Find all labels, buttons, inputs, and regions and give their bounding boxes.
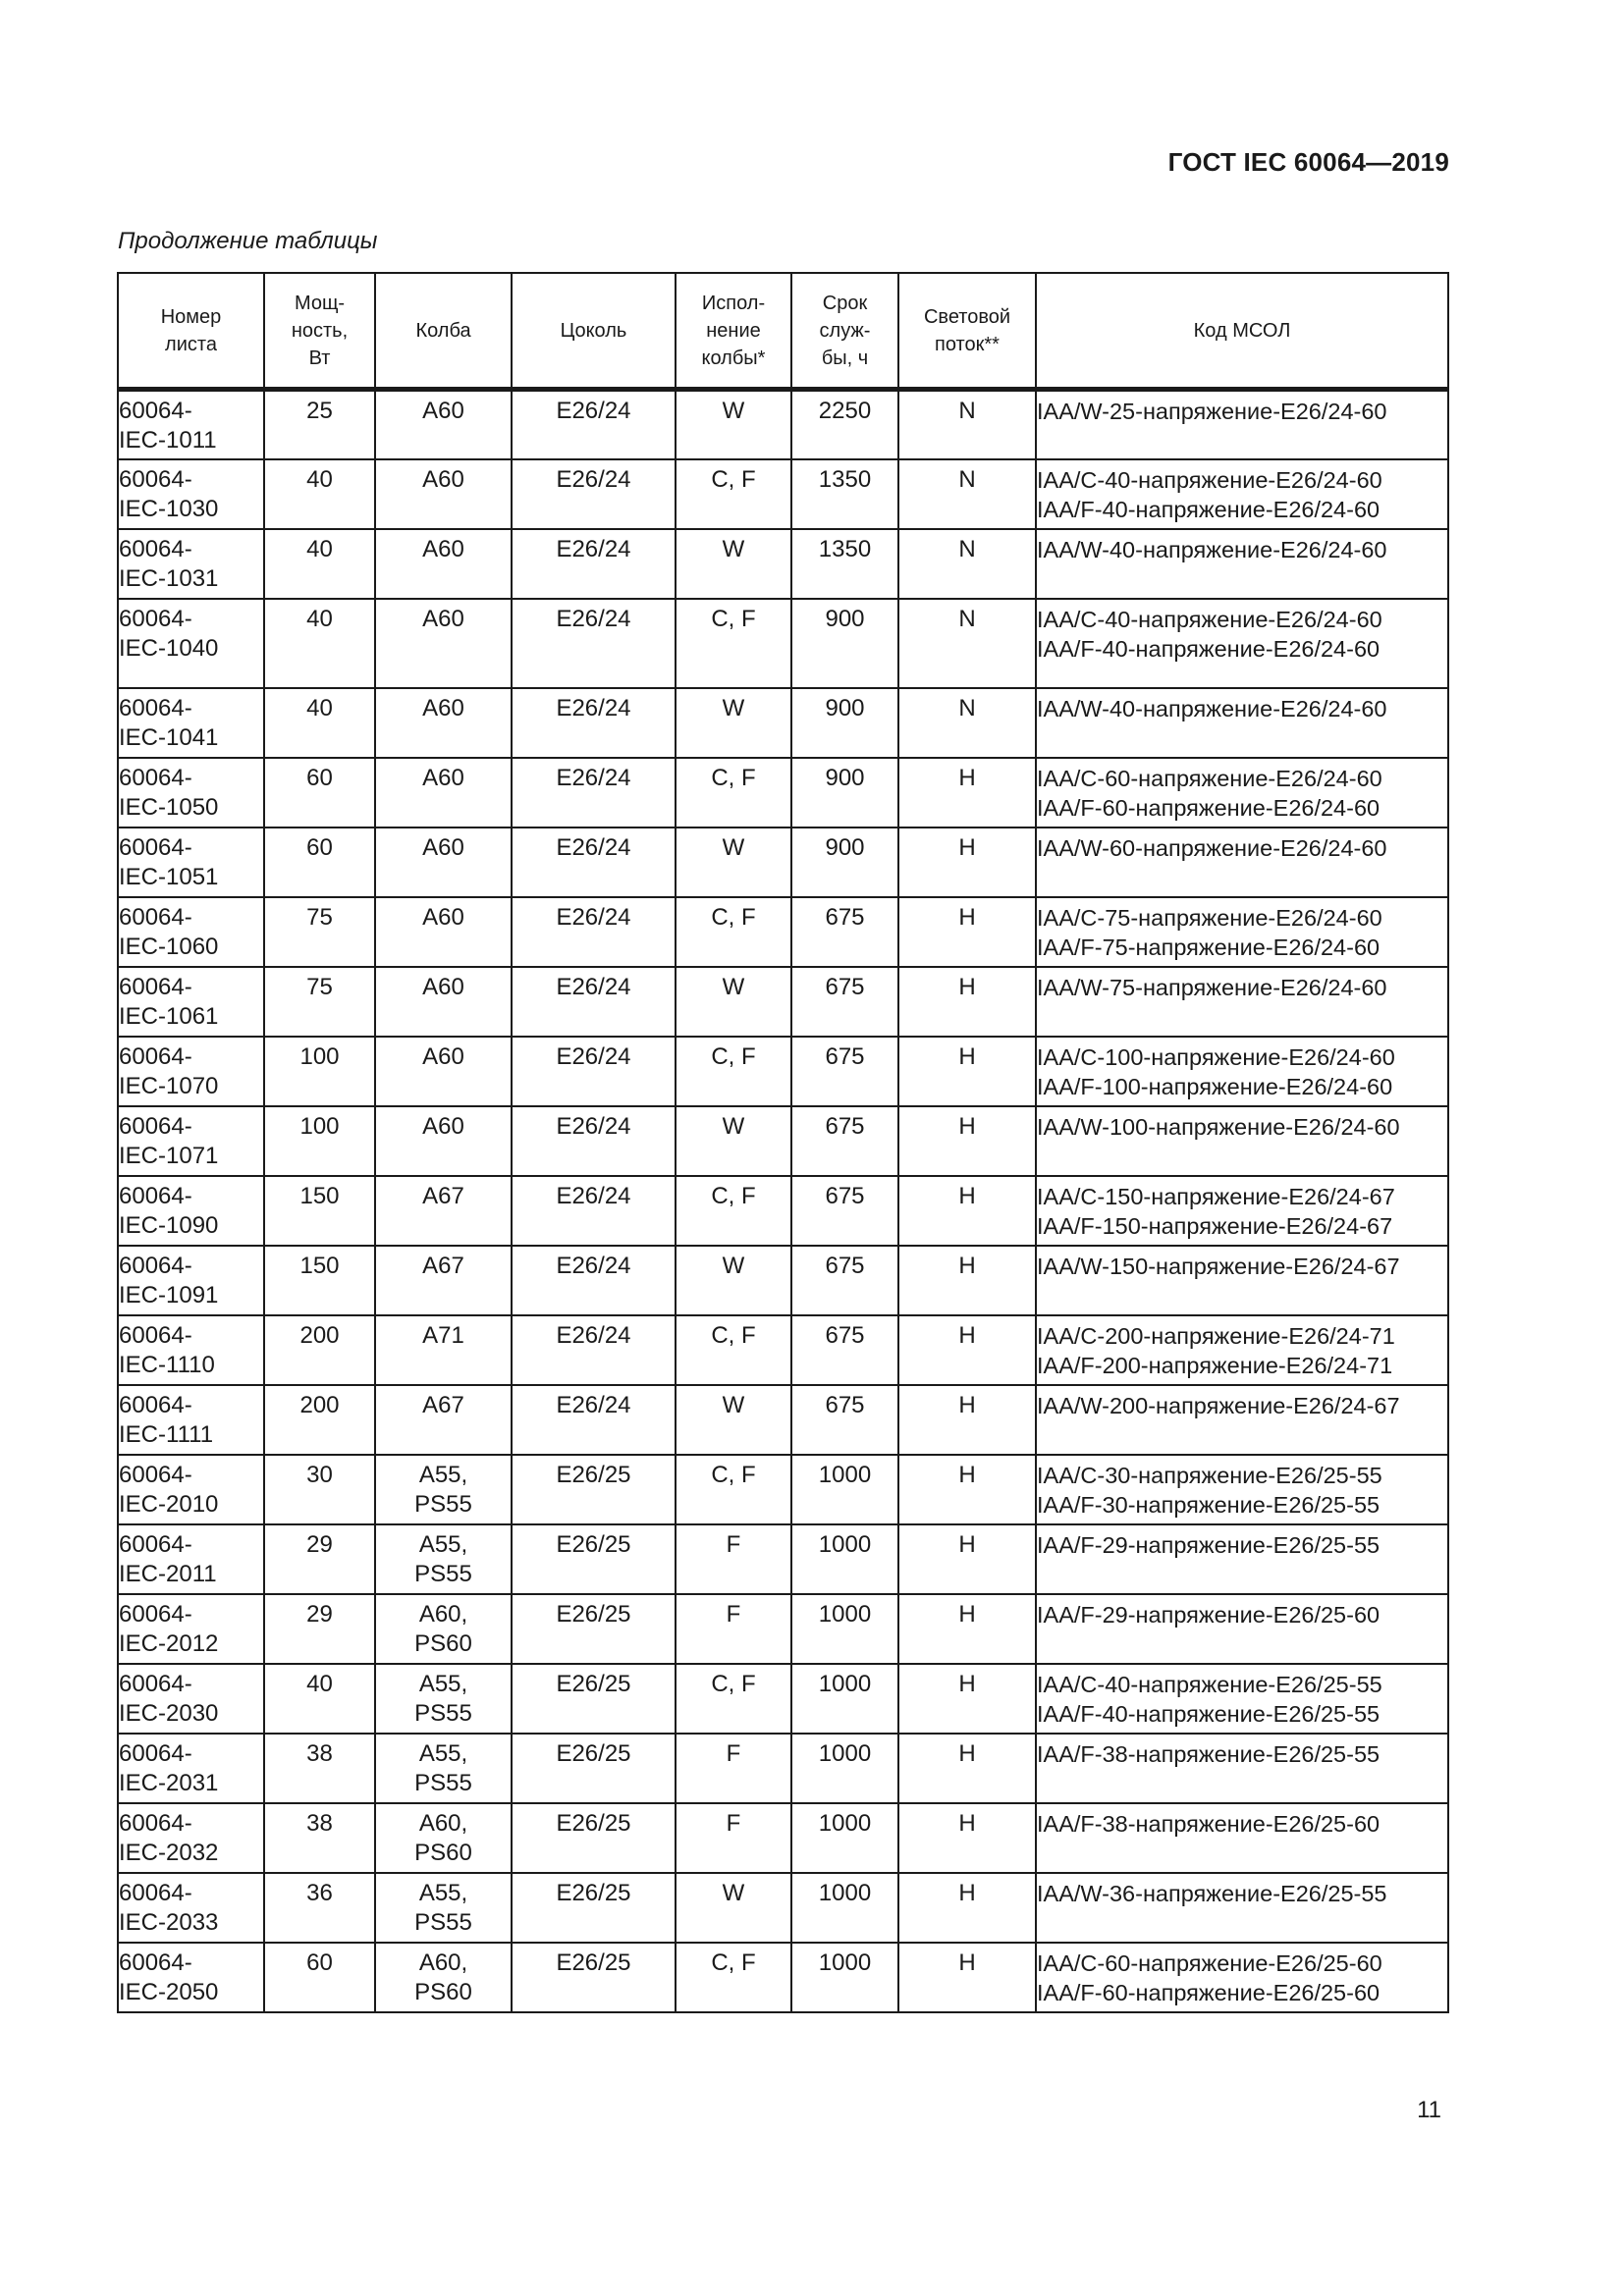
cell-ilcos-code: IAA/W-150-напряжение-E26/24-67 [1036,1246,1448,1315]
cell-luminous-flux: H [898,1315,1036,1385]
header-luminous-flux: Световой поток** [898,273,1036,390]
cell-power: 25 [264,390,375,459]
cell-rated-life: 675 [791,1176,898,1246]
cell-cap: E26/24 [512,1385,676,1455]
table-row [118,758,1448,828]
table-row [118,390,1448,459]
cell-rated-life: 2250 [791,390,898,459]
cell-sheet-number: 60064- IEC-2050 [118,1943,264,2012]
table-row [118,1455,1448,1524]
cell-ilcos-code: IAA/C-75-напряжение-E26/24-60 IAA/F-75-напряжение-E26/24-60 [1036,897,1448,967]
cell-ilcos-code: IAA/C-60-напряжение-E26/25-60 IAA/F-60-напряжение-E26/25-60 [1036,1943,1448,2012]
cell-sheet-number: 60064- IEC-1011 [118,390,264,459]
table-row [118,1315,1448,1385]
cell-bulb-finish: W [676,1873,791,1943]
cell-luminous-flux: H [898,897,1036,967]
cell-cap: E26/25 [512,1664,676,1734]
page-number: 11 [1417,2097,1441,2123]
header-bulb: Колба [375,273,512,390]
cell-rated-life: 1000 [791,1734,898,1803]
cell-ilcos-code: IAA/F-29-напряжение-E26/25-55 [1036,1524,1448,1594]
cell-power: 29 [264,1594,375,1664]
cell-sheet-number: 60064- IEC-2010 [118,1455,264,1524]
cell-bulb-finish: W [676,688,791,758]
cell-ilcos-code: IAA/C-40-напряжение-E26/25-55 IAA/F-40-напряжение-E26/25-55 [1036,1664,1448,1734]
header-bulb-finish: Испол- нение колбы* [676,273,791,390]
cell-ilcos-code: IAA/C-60-напряжение-E26/24-60 IAA/F-60-напряжение-E26/24-60 [1036,758,1448,828]
cell-luminous-flux: N [898,599,1036,688]
cell-rated-life: 1350 [791,459,898,529]
cell-power: 75 [264,967,375,1037]
cell-luminous-flux: H [898,1664,1036,1734]
cell-rated-life: 675 [791,897,898,967]
table-row [118,1385,1448,1455]
cell-luminous-flux: N [898,390,1036,459]
cell-rated-life: 675 [791,1106,898,1176]
cell-sheet-number: 60064- IEC-1061 [118,967,264,1037]
cell-sheet-number: 60064- IEC-2012 [118,1594,264,1664]
cell-bulb-finish: C, F [676,599,791,688]
cell-bulb-finish: W [676,529,791,599]
cell-bulb-finish: C, F [676,1037,791,1106]
table-row [118,828,1448,897]
cell-power: 75 [264,897,375,967]
cell-bulb: A55, PS55 [375,1455,512,1524]
cell-bulb: A55, PS55 [375,1734,512,1803]
cell-sheet-number: 60064- IEC-2032 [118,1803,264,1873]
cell-power: 150 [264,1176,375,1246]
cell-power: 40 [264,1664,375,1734]
cell-luminous-flux: H [898,1246,1036,1315]
table-continuation-label: Продолжение таблицы [118,228,378,254]
table-row [118,599,1448,688]
cell-power: 40 [264,529,375,599]
cell-power: 40 [264,688,375,758]
cell-rated-life: 675 [791,1037,898,1106]
cell-power: 150 [264,1246,375,1315]
cell-power: 200 [264,1315,375,1385]
cell-cap: E26/25 [512,1594,676,1664]
cell-ilcos-code: IAA/F-29-напряжение-E26/25-60 [1036,1594,1448,1664]
cell-luminous-flux: H [898,1524,1036,1594]
cell-cap: E26/24 [512,390,676,459]
cell-ilcos-code: IAA/W-40-напряжение-E26/24-60 [1036,688,1448,758]
cell-bulb: A60 [375,459,512,529]
cell-ilcos-code: IAA/C-40-напряжение-E26/24-60 IAA/F-40-напряжение-E26/24-60 [1036,599,1448,688]
cell-bulb-finish: W [676,828,791,897]
cell-ilcos-code: IAA/W-100-напряжение-E26/24-60 [1036,1106,1448,1176]
cell-luminous-flux: N [898,459,1036,529]
cell-power: 100 [264,1037,375,1106]
cell-power: 60 [264,828,375,897]
table-row [118,1037,1448,1106]
table-header-row [118,273,1448,390]
cell-luminous-flux: H [898,758,1036,828]
cell-power: 100 [264,1106,375,1176]
table-row [118,1246,1448,1315]
cell-power: 200 [264,1385,375,1455]
cell-bulb: A67 [375,1176,512,1246]
cell-rated-life: 1000 [791,1524,898,1594]
table-row [118,1524,1448,1594]
cell-rated-life: 1000 [791,1803,898,1873]
cell-cap: E26/24 [512,1037,676,1106]
cell-cap: E26/24 [512,1106,676,1176]
cell-bulb: A60, PS60 [375,1943,512,2012]
cell-bulb-finish: W [676,1106,791,1176]
cell-sheet-number: 60064- IEC-2011 [118,1524,264,1594]
cell-rated-life: 1000 [791,1664,898,1734]
standard-designation: ГОСТ IEC 60064—2019 [1167,147,1449,177]
cell-luminous-flux: H [898,828,1036,897]
cell-cap: E26/24 [512,459,676,529]
cell-cap: E26/25 [512,1455,676,1524]
cell-bulb-finish: W [676,1385,791,1455]
cell-bulb: A67 [375,1385,512,1455]
header-power: Мощ- ность, Вт [264,273,375,390]
cell-sheet-number: 60064- IEC-1091 [118,1246,264,1315]
table-body [118,390,1448,2012]
cell-bulb-finish: C, F [676,1315,791,1385]
cell-sheet-number: 60064- IEC-1060 [118,897,264,967]
cell-sheet-number: 60064- IEC-1040 [118,599,264,688]
cell-luminous-flux: N [898,688,1036,758]
cell-ilcos-code: IAA/C-150-напряжение-E26/24-67 IAA/F-150-напряжение-E26/24-67 [1036,1176,1448,1246]
table-row [118,1873,1448,1943]
cell-ilcos-code: IAA/F-38-напряжение-E26/25-60 [1036,1803,1448,1873]
cell-bulb: A60 [375,688,512,758]
cell-power: 29 [264,1524,375,1594]
cell-sheet-number: 60064- IEC-1111 [118,1385,264,1455]
cell-cap: E26/24 [512,599,676,688]
cell-sheet-number: 60064- IEC-1090 [118,1176,264,1246]
cell-bulb-finish: C, F [676,758,791,828]
cell-cap: E26/24 [512,1246,676,1315]
cell-power: 30 [264,1455,375,1524]
cell-sheet-number: 60064- IEC-1050 [118,758,264,828]
cell-bulb: A60 [375,828,512,897]
cell-sheet-number: 60064- IEC-1030 [118,459,264,529]
cell-luminous-flux: H [898,1037,1036,1106]
cell-ilcos-code: IAA/W-40-напряжение-E26/24-60 [1036,529,1448,599]
cell-ilcos-code: IAA/W-75-напряжение-E26/24-60 [1036,967,1448,1037]
cell-luminous-flux: H [898,967,1036,1037]
cell-bulb-finish: W [676,967,791,1037]
cell-ilcos-code: IAA/W-25-напряжение-E26/24-60 [1036,390,1448,459]
table-row [118,1176,1448,1246]
cell-luminous-flux: H [898,1176,1036,1246]
cell-rated-life: 1000 [791,1873,898,1943]
cell-luminous-flux: N [898,529,1036,599]
cell-bulb: A60, PS60 [375,1594,512,1664]
cell-rated-life: 675 [791,1246,898,1315]
cell-luminous-flux: H [898,1455,1036,1524]
cell-sheet-number: 60064- IEC-1041 [118,688,264,758]
cell-sheet-number: 60064- IEC-2033 [118,1873,264,1943]
table-row [118,1664,1448,1734]
table-row [118,967,1448,1037]
cell-rated-life: 900 [791,599,898,688]
cell-bulb: A60 [375,758,512,828]
cell-power: 60 [264,1943,375,2012]
cell-rated-life: 1000 [791,1943,898,2012]
cell-ilcos-code: IAA/W-36-напряжение-E26/25-55 [1036,1873,1448,1943]
cell-cap: E26/24 [512,1176,676,1246]
cell-ilcos-code: IAA/F-38-напряжение-E26/25-55 [1036,1734,1448,1803]
header-ilcos-code: Код МСОЛ [1036,273,1448,390]
cell-sheet-number: 60064- IEC-2030 [118,1664,264,1734]
cell-power: 38 [264,1803,375,1873]
cell-bulb-finish: C, F [676,897,791,967]
cell-bulb: A55, PS55 [375,1664,512,1734]
cell-bulb: A60, PS60 [375,1803,512,1873]
cell-rated-life: 1000 [791,1455,898,1524]
cell-bulb: A60 [375,599,512,688]
cell-sheet-number: 60064- IEC-1051 [118,828,264,897]
cell-cap: E26/25 [512,1873,676,1943]
cell-bulb-finish: F [676,1524,791,1594]
cell-bulb: A60 [375,967,512,1037]
cell-luminous-flux: H [898,1803,1036,1873]
cell-rated-life: 1350 [791,529,898,599]
cell-ilcos-code: IAA/C-100-напряжение-E26/24-60 IAA/F-100-напряжение-E26/24-60 [1036,1037,1448,1106]
cell-bulb: A71 [375,1315,512,1385]
cell-bulb: A60 [375,390,512,459]
cell-bulb-finish: C, F [676,1943,791,2012]
cell-power: 40 [264,459,375,529]
cell-cap: E26/24 [512,1315,676,1385]
cell-cap: E26/25 [512,1734,676,1803]
table-row [118,897,1448,967]
cell-power: 36 [264,1873,375,1943]
header-sheet-number: Номер листа [118,273,264,390]
table-row [118,688,1448,758]
cell-ilcos-code: IAA/W-200-напряжение-E26/24-67 [1036,1385,1448,1455]
cell-sheet-number: 60064- IEC-1070 [118,1037,264,1106]
cell-sheet-number: 60064- IEC-1031 [118,529,264,599]
cell-bulb-finish: F [676,1594,791,1664]
cell-ilcos-code: IAA/C-30-напряжение-E26/25-55 IAA/F-30-напряжение-E26/25-55 [1036,1455,1448,1524]
cell-rated-life: 900 [791,688,898,758]
header-rated-life: Срок служ- бы, ч [791,273,898,390]
cell-bulb: A60 [375,1106,512,1176]
cell-power: 60 [264,758,375,828]
cell-luminous-flux: H [898,1594,1036,1664]
cell-bulb-finish: W [676,1246,791,1315]
cell-luminous-flux: H [898,1943,1036,2012]
cell-cap: E26/24 [512,828,676,897]
table-row [118,1594,1448,1664]
cell-bulb: A60 [375,897,512,967]
cell-ilcos-code: IAA/C-40-напряжение-E26/24-60 IAA/F-40-напряжение-E26/24-60 [1036,459,1448,529]
cell-cap: E26/25 [512,1943,676,2012]
cell-rated-life: 1000 [791,1594,898,1664]
cell-rated-life: 675 [791,1385,898,1455]
cell-cap: E26/24 [512,897,676,967]
header-cap: Цоколь [512,273,676,390]
cell-cap: E26/24 [512,529,676,599]
cell-sheet-number: 60064- IEC-1071 [118,1106,264,1176]
table-row [118,529,1448,599]
cell-cap: E26/24 [512,758,676,828]
cell-bulb-finish: C, F [676,1455,791,1524]
cell-rated-life: 675 [791,967,898,1037]
cell-power: 40 [264,599,375,688]
cell-bulb: A55, PS55 [375,1524,512,1594]
lamp-data-table [117,272,1449,2013]
table-row [118,1943,1448,2012]
cell-luminous-flux: H [898,1734,1036,1803]
cell-ilcos-code: IAA/W-60-напряжение-E26/24-60 [1036,828,1448,897]
cell-bulb-finish: F [676,1803,791,1873]
cell-cap: E26/25 [512,1803,676,1873]
cell-cap: E26/24 [512,967,676,1037]
table-row [118,459,1448,529]
cell-power: 38 [264,1734,375,1803]
cell-bulb-finish: C, F [676,1176,791,1246]
cell-cap: E26/24 [512,688,676,758]
table-row [118,1803,1448,1873]
cell-sheet-number: 60064- IEC-1110 [118,1315,264,1385]
cell-bulb-finish: W [676,390,791,459]
cell-bulb: A67 [375,1246,512,1315]
cell-luminous-flux: H [898,1385,1036,1455]
cell-sheet-number: 60064- IEC-2031 [118,1734,264,1803]
cell-ilcos-code: IAA/C-200-напряжение-E26/24-71 IAA/F-200-напряжение-E26/24-71 [1036,1315,1448,1385]
cell-cap: E26/25 [512,1524,676,1594]
cell-bulb-finish: C, F [676,459,791,529]
cell-rated-life: 675 [791,1315,898,1385]
cell-rated-life: 900 [791,758,898,828]
cell-bulb-finish: F [676,1734,791,1803]
cell-luminous-flux: H [898,1106,1036,1176]
table-row [118,1106,1448,1176]
table-row [118,1734,1448,1803]
cell-bulb: A60 [375,529,512,599]
cell-bulb: A60 [375,1037,512,1106]
cell-bulb-finish: C, F [676,1664,791,1734]
cell-bulb: A55, PS55 [375,1873,512,1943]
cell-luminous-flux: H [898,1873,1036,1943]
cell-rated-life: 900 [791,828,898,897]
